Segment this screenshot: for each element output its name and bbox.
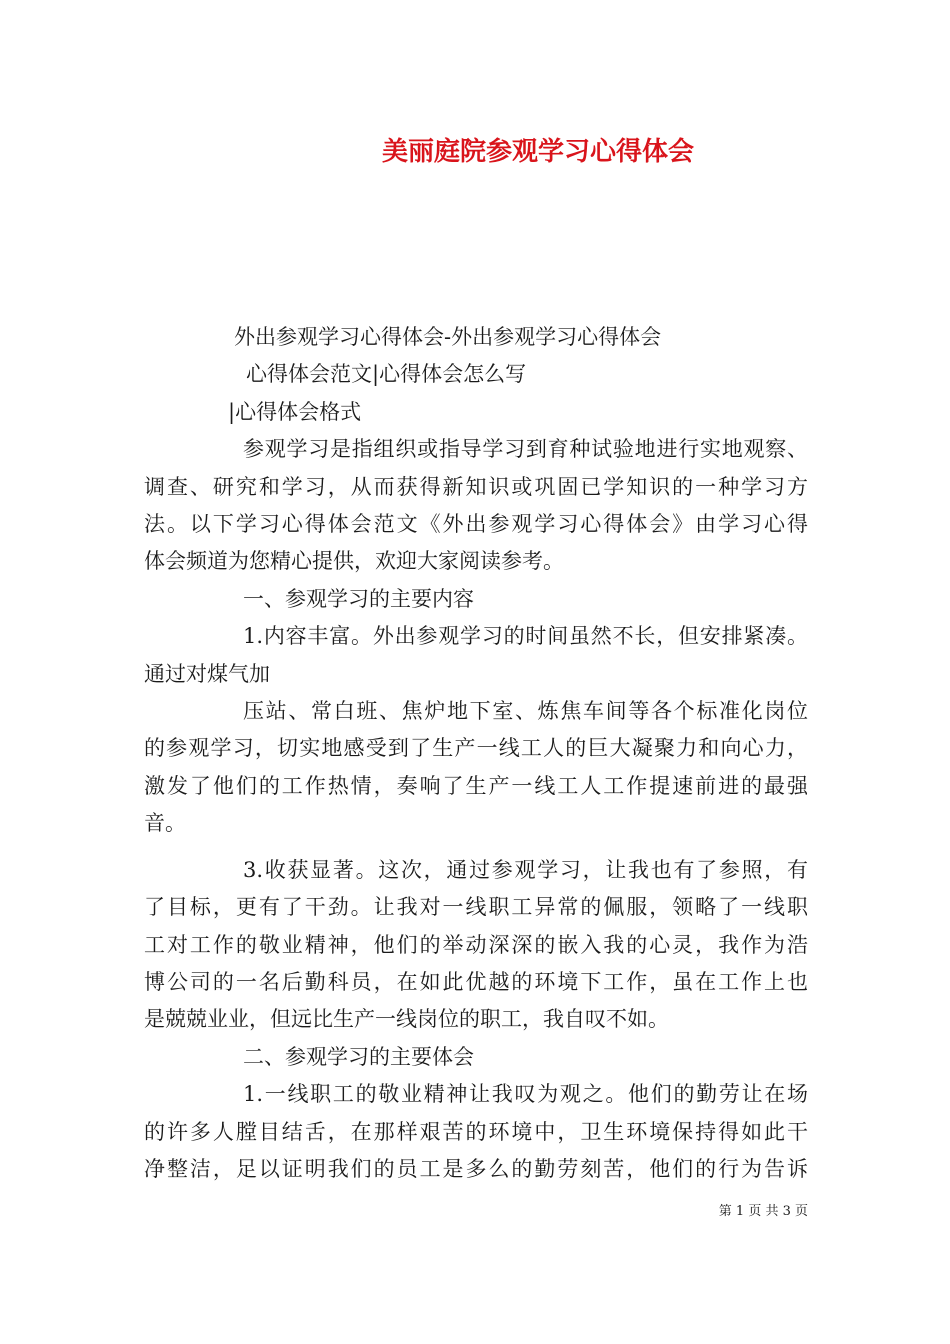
paragraph-line: 1.内容丰富。外出参观学习的时间虽然不长，但安排紧凑。 — [243, 624, 808, 649]
paragraph-line: 的参观学习，切实地感受到了生产一线工人的巨大凝聚力和向心力， — [144, 736, 808, 761]
paragraph-line: 体会频道为您精心提供，欢迎大家阅读参考。 — [144, 549, 564, 574]
paragraph-gap — [144, 843, 808, 852]
paragraph-line: 是兢兢业业，但远比生产一线岗位的职工，我自叹不如。 — [144, 1007, 669, 1032]
paragraph-line: 法。以下学习心得体会范文《外出参观学习心得体会》由学习心得 — [144, 512, 808, 537]
paragraph-line: 压站、常白班、焦炉地下室、炼焦车间等各个标准化岗位 — [243, 699, 808, 724]
paragraph-line: 1.一线职工的敬业精神让我叹为观之。他们的勤劳让在场 — [243, 1082, 808, 1107]
page-number: 第 1 页 共 3 页 — [718, 1204, 808, 1219]
paragraph-line: 博公司的一名后勤科员，在如此优越的环境下工作，虽在工作上也 — [144, 969, 808, 994]
paragraph-line: 净整洁，足以证明我们的员工是多么的勤劳刻苦，他们的行为告诉 — [144, 1156, 808, 1181]
paragraph-line: 参观学习是指组织或指导学习到育种试验地进行实地观察、 — [243, 437, 808, 462]
subtitle-line: 外出参观学习心得体会-外出参观学习心得体会 — [234, 325, 662, 349]
paragraph-line: 音。 — [144, 811, 186, 836]
document-body — [144, 319, 808, 1188]
paragraph-line: 通过对煤气加 — [144, 661, 270, 686]
section-heading-2: 二、参观学习的主要体会 — [243, 1044, 474, 1069]
paragraph-line: 激发了他们的工作热情，奏响了生产一线工人工作提速前进的最强 — [144, 773, 808, 798]
category-links: 心得体会范文|心得体会怎么写 — [246, 362, 527, 387]
paragraph-line: 3.收获显著。这次，通过参观学习，让我也有了参照，有 — [243, 857, 808, 882]
category-links-2: |心得体会格式 — [228, 399, 362, 424]
paragraph-line: 调查、研究和学习，从而获得新知识或巩固已学知识的一种学习方 — [144, 474, 808, 499]
paragraph-line: 工对工作的敬业精神，他们的举动深深的嵌入我的心灵，我作为浩 — [144, 932, 808, 957]
section-heading-1: 一、参观学习的主要内容 — [243, 586, 474, 611]
paragraph-line: 的许多人膛目结舌，在那样艰苦的环境中，卫生环境保持得如此干 — [144, 1119, 808, 1144]
page-title: 美丽庭院参观学习心得体会 — [381, 137, 694, 167]
paragraph-line: 了目标，更有了干劲。让我对一线职工异常的佩服，领略了一线职 — [144, 895, 808, 920]
